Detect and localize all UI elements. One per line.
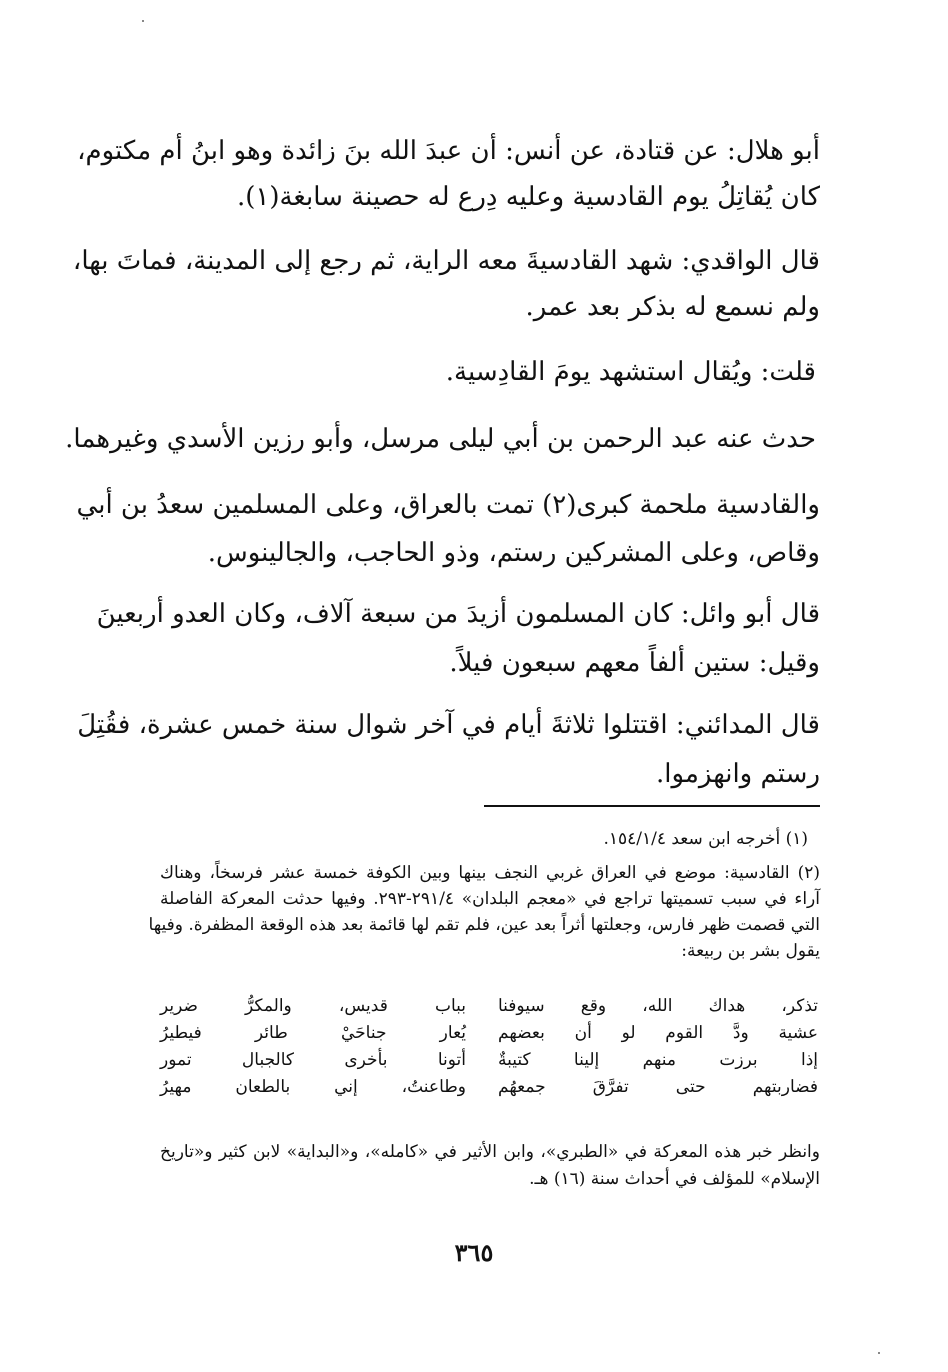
- para-7-line-2: رستم وانهزموا.: [656, 759, 820, 789]
- para-1-line-2: كان يُقاتِلُ يوم القادسية وعليه دِرع له حصينة سابغة(١).: [236, 182, 820, 212]
- footnote-separator: [484, 805, 820, 807]
- verse-3-first-hemistich: إذا برزت منهم إلينا كتيبةٌ: [498, 1050, 818, 1070]
- closing-note-line-2: الإسلام» للمؤلف في أحداث سنة (١٦) هـ.: [529, 1169, 820, 1189]
- verse-4-second-hemistich: وطاعنتُ، إني بالطعان مهيرُ: [160, 1077, 466, 1097]
- verse-4-first-hemistich: فضاربتهم حتى تفرَّقَ جمعهُم: [498, 1077, 818, 1097]
- page-number: ٣٦٥: [454, 1238, 494, 1267]
- para-1-line-1: أبو هلال: عن قتادة، عن أنس: أن عبدَ الله بنَ زائدة وهو ابنُ أم مكتوم،: [77, 136, 820, 166]
- verse-1-second-hemistich: بباب قديس، والمكرُّ ضرير: [160, 996, 466, 1016]
- verse-1: [160, 994, 818, 1020]
- closing-note-line-1: وانظر خبر هذه المعركة في «الطبري»، وابن الأثير في «كامله»، و«البداية» لابن كثير و«تاريخ: [160, 1142, 820, 1162]
- para-5-line-1: والقادسية ملحمة كبرى(٢) تمت بالعراق، وعلى المسلمين سعدُ بن أبي: [76, 490, 820, 520]
- para-2-line-2: ولم نسمع له بذكر بعد عمر.: [525, 292, 820, 322]
- footnote-2-line-1: (٢) القادسية: موضع في العراق غربي النجف بينها وبين الكوفة خمسة عشر فرسخاً، وهناك: [160, 863, 820, 883]
- verse-2: [160, 1021, 818, 1047]
- verse-4: [160, 1075, 818, 1101]
- scan-speck: [142, 20, 144, 22]
- footnote-2-line-3: التي قصمت ظهر فارس، وجعلتها أثراً بعد عين، فلم تقم لها قائمة بعد هذه الوقعة المظفرة. وفيها: [148, 915, 820, 935]
- scan-speck: [878, 1352, 880, 1354]
- para-7-line-1: قال المدائني: اقتتلوا ثلاثةَ أيام في آخر شوال سنة خمس عشرة، فقُتِلَ: [77, 710, 820, 740]
- verse-1-first-hemistich: تذكر، هداك الله، وقع سيوفنا: [498, 996, 818, 1016]
- verse-3: [160, 1048, 818, 1074]
- para-5-line-2: وقاص، وعلى المشركين رستم، وذو الحاجب، والجالينوس.: [207, 538, 820, 568]
- para-6-line-2: وقيل: ستين ألفاً معهم سبعون فيلاً.: [449, 648, 820, 678]
- verse-2-first-hemistich: عشية ودَّ القوم لو أن بعضهم: [498, 1023, 818, 1043]
- verse-3-second-hemistich: أتونا بأخرى كالجبال تمور: [160, 1050, 466, 1070]
- verse-2-second-hemistich: يُعار جناحَيْ طائر فيطيرُ: [160, 1023, 466, 1043]
- para-3-line-1: قلت: ويُقال استشهد يومَ القادِسية.: [445, 357, 816, 387]
- para-4-line-1: حدث عنه عبد الرحمن بن أبي ليلى مرسل، وأبو رزين الأسدي وغيرهما.: [65, 424, 816, 454]
- footnote-2-line-2: آراء في سبب تسميتها تراجع في «معجم البلدان» ٢٩١/٤-٢٩٣. وفيها حدثت المعركة الفاصلة: [160, 889, 820, 909]
- para-6-line-1: قال أبو وائل: كان المسلمون أزيدَ من سبعة آلاف، وكان العدو أربعينَ: [96, 599, 820, 629]
- footnote-1: (١) أخرجه ابن سعد ١٥٤/١/٤.: [603, 829, 808, 849]
- footnote-2-line-4: يقول بشر بن ربيعة:: [681, 941, 820, 961]
- para-2-line-1: قال الواقدي: شهد القادسيةَ معه الراية، ثم رجع إلى المدينة، فماتَ بها،: [72, 246, 820, 276]
